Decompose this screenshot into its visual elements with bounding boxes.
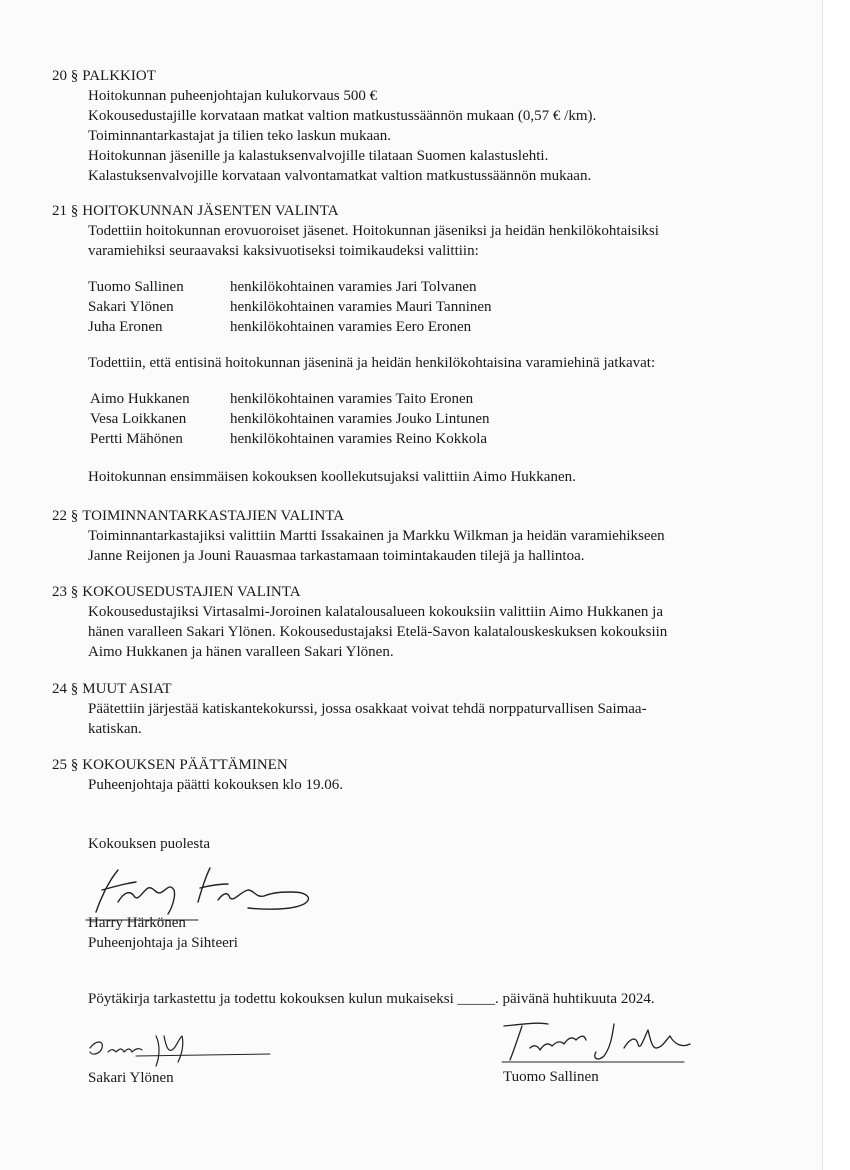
section-line: varamiehiksi seuraavaksi kaksivuotiseksi toimikaudeksi valittiin: [88, 243, 479, 259]
member-deputy: henkilökohtainen varamies Jari Tolvanen [230, 279, 477, 295]
section-line: hänen varalleen Sakari Ylönen. Kokousedustajaksi Etelä-Savon kalatalouskeskuksen kokouksiin [88, 624, 668, 640]
member-row [90, 389, 659, 409]
section-line: Kalastuksenvalvojille korvataan valvontamatkat valtion matkustussäännön mukaan. [88, 168, 592, 184]
section-line: Hoitokunnan puheenjohtajan kulukorvaus 500 € [88, 88, 378, 104]
member-deputy: henkilökohtainen varamies Jouko Lintunen [230, 411, 490, 427]
section-24 [52, 679, 647, 739]
checker-2-signature [494, 1018, 694, 1066]
section-line: Puheenjohtaja päätti kokouksen klo 19.06. [88, 777, 343, 793]
section-title: KOKOUSEDUSTAJIEN VALINTA [82, 584, 301, 600]
member-row [88, 297, 659, 317]
checker-1-name: Sakari Ylönen [88, 1070, 174, 1086]
on-behalf-label: Kokouksen puolesta [88, 836, 211, 852]
section-number: 21 § [52, 203, 79, 219]
section-25 [52, 755, 343, 795]
checker-2-name: Tuomo Sallinen [503, 1069, 599, 1085]
section-line: katiskan. [88, 721, 142, 737]
chair-role: Puheenjohtaja ja Sihteeri [88, 935, 238, 951]
new-members-list [88, 277, 659, 337]
member-row [88, 277, 659, 297]
section-title: MUUT ASIAT [82, 681, 172, 697]
coordinator-note: Hoitokunnan ensimmäisen kokouksen koollekutsujaksi valittiin Aimo Hukkanen. [88, 469, 576, 485]
member-name: Aimo Hukkanen [90, 391, 190, 407]
section-23 [52, 582, 667, 662]
section-title: HOITOKUNNAN JÄSENTEN VALINTA [82, 203, 339, 219]
section-21 [52, 201, 659, 487]
member-name: Juha Eronen [88, 319, 163, 335]
member-deputy: henkilökohtainen varamies Taito Eronen [230, 391, 474, 407]
member-row [90, 409, 659, 429]
section-number: 23 § [52, 584, 79, 600]
member-name: Vesa Loikkanen [90, 411, 187, 427]
section-22 [52, 506, 665, 566]
section-line: Kokousedustajille korvataan matkat valtion matkustussäännön mukaan (0,57 € /km). [88, 108, 597, 124]
section-line: Toiminnantarkastajiksi valittiin Martti Issakainen ja Markku Wilkman ja heidän varamiehikseen [88, 528, 665, 544]
section-line: Todettiin hoitokunnan erovuoroiset jäsenet. Hoitokunnan jäseniksi ja heidän henkilökohtaisiksi [88, 223, 659, 239]
member-deputy: henkilökohtainen varamies Eero Eronen [230, 319, 472, 335]
member-deputy: henkilökohtainen varamies Mauri Tanninen [230, 299, 492, 315]
section-title: KOKOUKSEN PÄÄTTÄMINEN [82, 757, 288, 773]
continuing-intro: Todettiin, että entisinä hoitokunnan jäseninä ja heidän henkilökohtaisina varamiehinä jatkavat: [88, 355, 656, 371]
section-line: Hoitokunnan jäsenille ja kalastuksenvalvojille tilataan Suomen kalastuslehti. [88, 148, 549, 164]
continuing-members-list [90, 389, 659, 449]
section-number: 20 § [52, 68, 79, 84]
section-line: Janne Reijonen ja Jouni Rauasmaa tarkastamaan toimintakauden tilejä ja hallintoa. [88, 548, 585, 564]
member-deputy: henkilökohtainen varamies Reino Kokkola [230, 431, 488, 447]
section-number: 24 § [52, 681, 79, 697]
section-line: Toiminnantarkastajat ja tilien teko laskun mukaan. [88, 128, 392, 144]
section-line: Päätettiin järjestää katiskantekokurssi, jossa osakkaat voivat tehdä norppaturvallisen Saimaa- [88, 701, 647, 717]
checker-1-signature [86, 1026, 276, 1070]
member-name: Pertti Mähönen [90, 431, 183, 447]
member-name: Tuomo Sallinen [88, 279, 184, 295]
section-number: 25 § [52, 757, 79, 773]
member-name: Sakari Ylönen [88, 299, 174, 315]
section-line: Aimo Hukkanen ja hänen varalleen Sakari Ylönen. [88, 644, 394, 660]
section-line: Kokousedustajiksi Virtasalmi-Joroinen kalatalousalueen kokouksiin valittiin Aimo Hukkanen ja [88, 604, 663, 620]
member-row [90, 429, 659, 449]
section-number: 22 § [52, 508, 79, 524]
section-title: TOIMINNANTARKASTAJIEN VALINTA [82, 508, 345, 524]
verification-statement: Pöytäkirja tarkastettu ja todettu kokouksen kulun mukaiseksi _____. päivänä huhtikuuta 2024. [88, 991, 655, 1007]
section-title: PALKKIOT [82, 68, 156, 84]
chair-name: Harry Härkönen [88, 915, 186, 931]
section-20 [52, 66, 596, 186]
member-row [88, 317, 659, 337]
